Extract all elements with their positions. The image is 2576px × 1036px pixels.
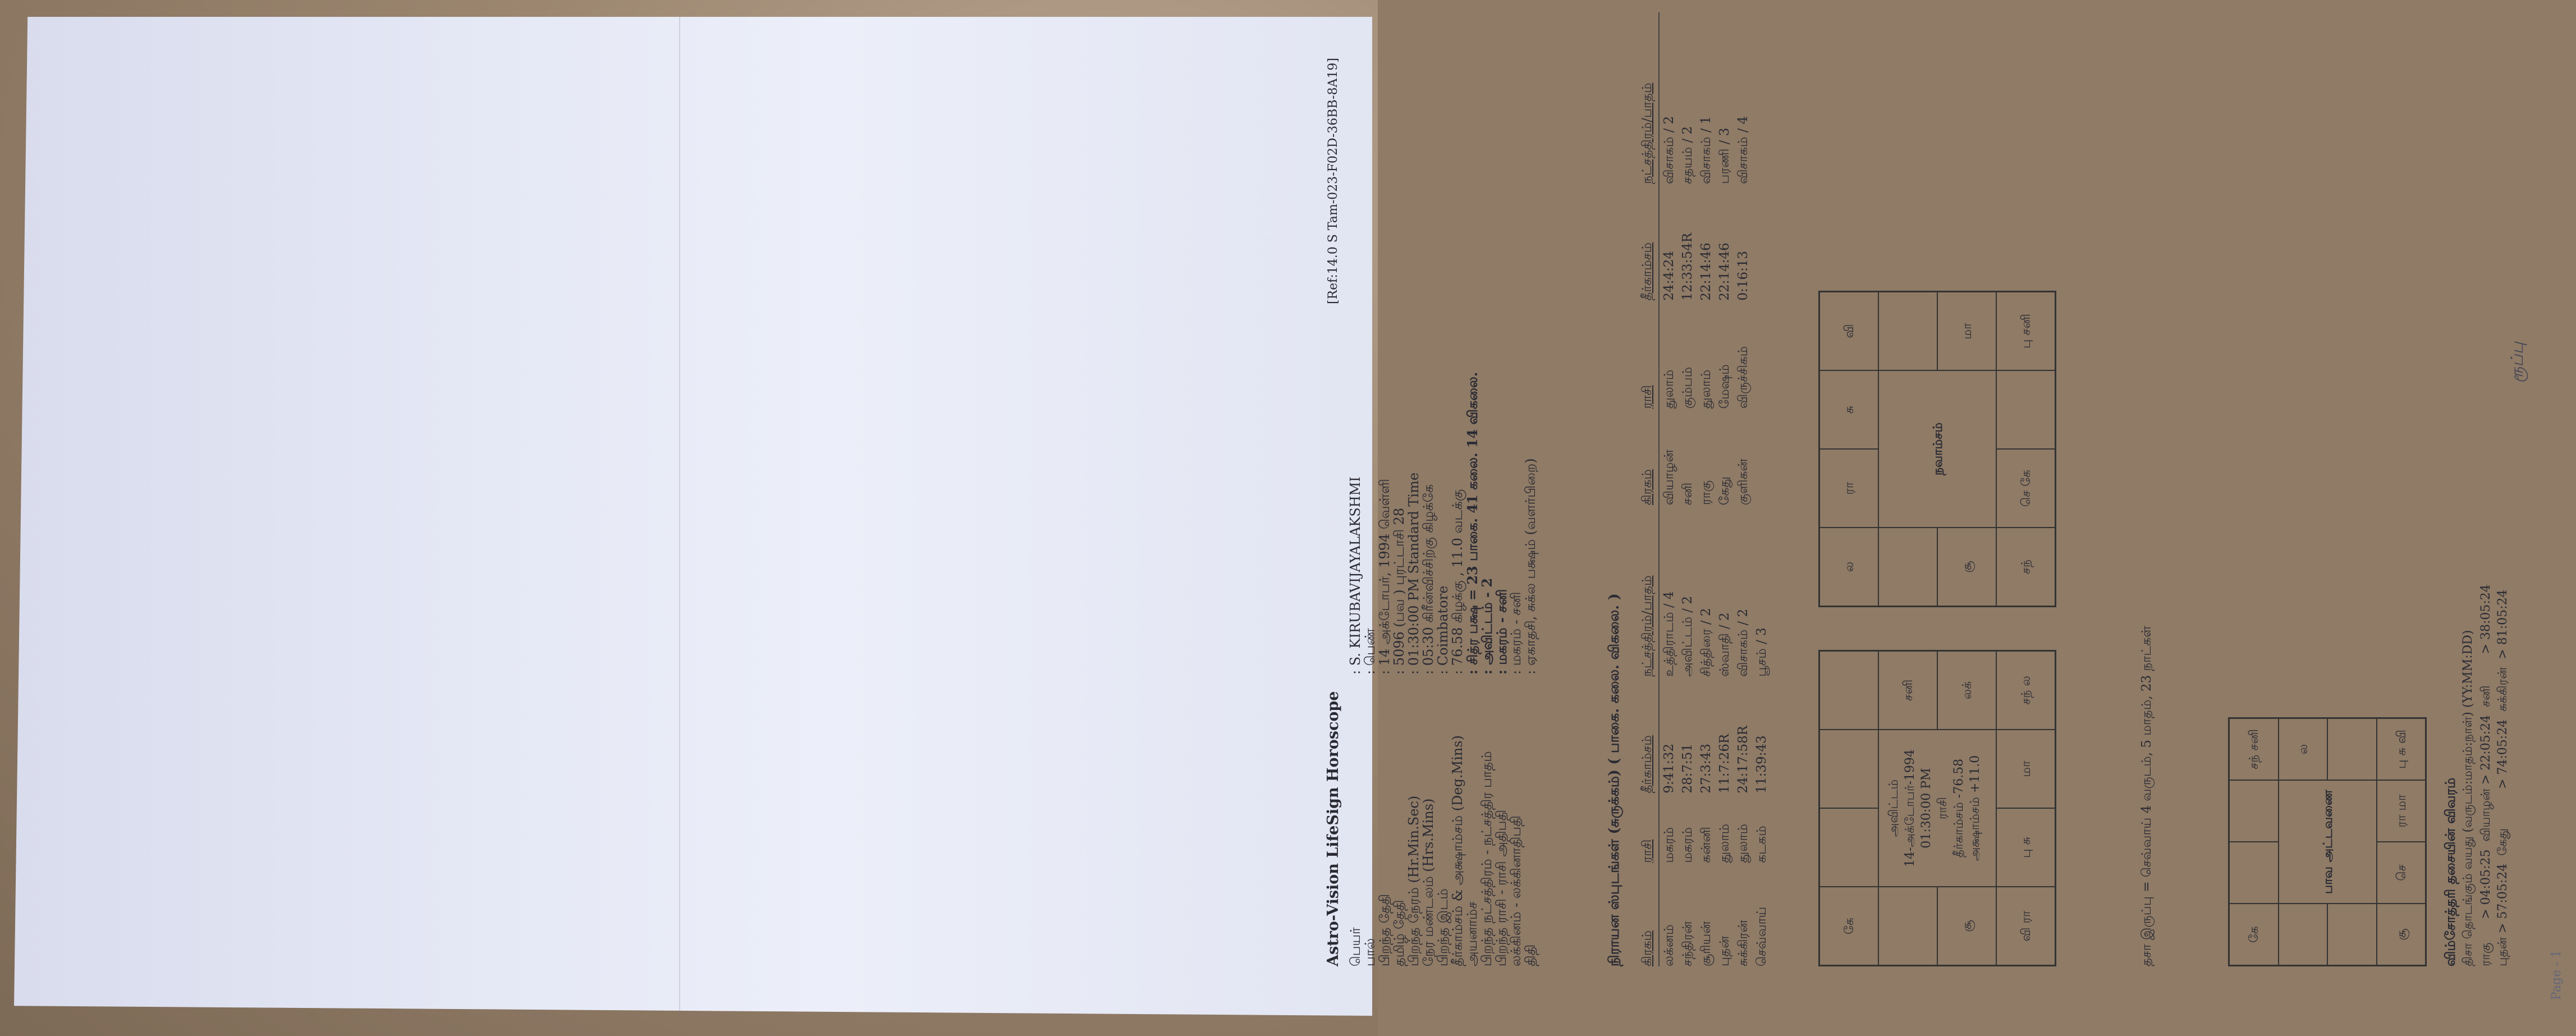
column-header: கிரகம் xyxy=(1639,409,1659,505)
dasha-title: விம்சோத்தரி தசையின் விவரம் xyxy=(2442,777,2458,966)
chart-center-line: தீர்காம்சம் -76.58 xyxy=(1952,758,1966,858)
chart-house: ல xyxy=(1819,528,1878,606)
chart-center-line: 01:30:00 PM xyxy=(1919,768,1933,849)
column-header: ராசி xyxy=(1639,301,1659,409)
dasha-balance: தசா இருப்பு = செவ்வாய் 4 வருடம், 5 மாதம், 23 நாட்கள் xyxy=(2139,626,2154,966)
detail-label: லக்கினம் - லக்கினாதிபதி xyxy=(1508,815,1524,966)
rotated-page xyxy=(1324,12,2576,1000)
table-cell: கேது xyxy=(1717,476,1732,506)
column-header: தீர்காம்சம் xyxy=(1639,184,1659,301)
chart-house: மா xyxy=(1996,730,2055,808)
chart-house: ரா மா xyxy=(2377,780,2426,842)
chart-house xyxy=(1878,528,1937,606)
table-cell: 28:7:51 xyxy=(1680,743,1695,794)
detail-value: : 01:30:00 PM Standard Time xyxy=(1406,472,1422,675)
table-cell: சதயம் / 2 xyxy=(1680,126,1695,184)
column-header: நட்சத்திரம்/பாதம் xyxy=(1639,505,1659,677)
chart-house: சனி xyxy=(1878,651,1937,730)
chart-house: ரா xyxy=(1819,449,1878,528)
detail-label: பிறந்த தேதி xyxy=(1377,893,1392,966)
chart-house xyxy=(1996,370,2055,449)
detail-label: அயனாம்ச xyxy=(1464,901,1480,966)
chart-house: வி ரா xyxy=(1996,887,2055,965)
detail-label: தீர்காம்சம் & அக்ஷாம்சம் (Deg.Mins) xyxy=(1450,735,1465,966)
chart-center xyxy=(1878,730,1996,887)
detail-value: : Coimbatore xyxy=(1435,585,1451,675)
table-row xyxy=(1752,12,1771,966)
dasha-line: ராகு > 04:05:25 வியாழன் > 22:05:24 சனி > 38:05:24 xyxy=(2479,584,2493,966)
planet-positions-table xyxy=(1639,12,1771,966)
table-cell: கும்பம் xyxy=(1680,366,1695,409)
chart-house: லக் xyxy=(1937,651,1996,730)
table-cell: பூசம் / 3 xyxy=(1754,627,1769,677)
table-cell: 0:16:13 xyxy=(1736,250,1750,301)
table-cell: 27:3:43 xyxy=(1699,743,1713,794)
table-cell xyxy=(1752,184,1771,301)
chart-center-line: அக்ஷாம்சம் +11.0 xyxy=(1968,755,1982,861)
table-cell: மகரம் xyxy=(1680,827,1695,863)
table-row xyxy=(1734,12,1752,966)
detail-label: பிறந்த ராசி - ராசி அதிபதி xyxy=(1493,809,1509,966)
chart-house: கே xyxy=(2229,904,2279,965)
table-cell: சனி xyxy=(1680,482,1695,506)
detail-label: பால் xyxy=(1362,938,1378,966)
table-cell: சித்திரை / 2 xyxy=(1699,608,1713,677)
rasi-chart xyxy=(1818,650,2056,966)
table-cell: மகரம் xyxy=(1662,827,1676,863)
chart-house xyxy=(1819,651,1878,730)
detail-label: பெயர் xyxy=(1347,927,1363,966)
chart-house xyxy=(2229,780,2279,842)
detail-label: பிறந்த நட்சத்திரம் - நட்சத்திர பாதம் xyxy=(1479,751,1495,966)
detail-value: : 5096 (பவ ) புரட்டாசி 28 xyxy=(1391,507,1407,675)
detail-value: : அவிட்டம் - 2 xyxy=(1479,577,1495,675)
page-number: Page - 1 xyxy=(2550,950,2564,1000)
chart-house xyxy=(2229,842,2279,904)
bhava-chart xyxy=(2228,717,2427,966)
detail-value: : 14 அக்டோபர், 1994 வெள்ளி xyxy=(1377,479,1392,675)
document-ref: [Ref:14.0 S Tam-023-F02D-36BB-8A19] xyxy=(1326,58,1340,304)
chart-house xyxy=(1819,730,1878,808)
chart-house: சந் xyxy=(1996,528,2055,606)
table-cell xyxy=(1752,301,1771,409)
table-cell: உத்திராடம் / 4 xyxy=(1662,591,1676,677)
table-cell: துலாம் xyxy=(1736,824,1750,863)
chart-center-line: ராசி xyxy=(1936,796,1950,820)
chart-house: சந் ல xyxy=(1996,651,2055,730)
detail-value: : S. KIRUBAVIJAYALAKSHMI xyxy=(1347,476,1363,675)
table-cell: விருச்சிகம் xyxy=(1736,346,1750,409)
detail-label: நேர மண்டலம் (Hrs.Mins) xyxy=(1420,798,1436,966)
chart-house xyxy=(2327,904,2377,965)
detail-label: தமிழ் தேதி xyxy=(1391,900,1407,966)
table-cell: குளிகன் xyxy=(1736,459,1750,506)
table-cell: கடகம் xyxy=(1754,826,1769,863)
dasha-subtitle: திசா தொடங்கும் வயது (வருடம்:மாதம்:நாள்) (YY:MM:DD) xyxy=(2461,630,2475,966)
table-cell: வியாழன் xyxy=(1662,450,1676,506)
chart-house xyxy=(1878,887,1937,965)
table-cell: மேஷம் xyxy=(1717,364,1732,409)
detail-value: : சித்ர பக்ஷ = 23 பாகை. 41 கலை. 14 விகலை. xyxy=(1464,372,1480,675)
chart-house xyxy=(1878,292,1937,370)
table-cell: கன்னி xyxy=(1699,827,1713,863)
detail-value: : 05:30 கிரீன்விச்சிற்கு கிழக்கே xyxy=(1420,484,1436,675)
table-cell: 11:7:26R xyxy=(1717,734,1732,794)
chart-center xyxy=(1878,370,1996,528)
chart-house: சூ xyxy=(1937,887,1996,965)
table-cell: சுக்கிரன் xyxy=(1736,920,1750,966)
table-cell: விசாகம் / 4 xyxy=(1736,116,1750,184)
table-cell: 22:14:46 xyxy=(1699,242,1713,301)
chart-house: பு சனி xyxy=(1996,292,2055,370)
details-values xyxy=(1347,372,1537,675)
table-cell: 11:39:43 xyxy=(1754,735,1769,794)
chart-house xyxy=(2279,904,2328,965)
table-cell: 22:14:46 xyxy=(1717,242,1732,301)
table-row xyxy=(1697,12,1715,966)
table-cell: 24:4:24 xyxy=(1662,250,1676,301)
detail-value: : மகரம் - சனி xyxy=(1508,592,1524,675)
chart-center-line: 14-அக்டோபர்-1994 xyxy=(1903,749,1917,867)
column-header: நட்சத்திரம்/பாதம் xyxy=(1639,12,1659,184)
chart-house: சூ xyxy=(2377,904,2426,965)
table-cell: 12:33:54R xyxy=(1680,232,1695,301)
table-header-row xyxy=(1639,12,1659,966)
column-header: தீர்காம்சம் xyxy=(1639,677,1659,794)
chart-house: பு சு xyxy=(1996,808,2055,887)
table-cell xyxy=(1752,12,1771,184)
table-cell: அவிட்டம் / 2 xyxy=(1680,596,1695,677)
table-cell: 9:41:32 xyxy=(1662,743,1676,794)
table-cell: ஸ்வாதி / 2 xyxy=(1717,612,1732,677)
navamsa-chart xyxy=(1818,291,2056,607)
details-labels xyxy=(1347,735,1537,966)
table-row xyxy=(1678,12,1697,966)
table-cell: புதன் xyxy=(1717,936,1732,966)
chart-house: ல xyxy=(2279,718,2328,780)
table-cell: துலாம் xyxy=(1699,369,1713,409)
table-cell: விசாகம் / 1 xyxy=(1699,116,1713,184)
detail-value: : பெண் xyxy=(1362,628,1378,675)
table-cell: துலாம் xyxy=(1662,369,1676,409)
table-row xyxy=(1715,12,1734,966)
detail-label: பிறந்த இடம் xyxy=(1435,888,1451,966)
table-cell: விசாகம் / 2 xyxy=(1662,116,1676,184)
detail-value: : 76.58 கிழக்கு , 11.0 வடக்கு xyxy=(1450,489,1465,675)
dasha-line: புதன் > 57:05:24 கேது > 74:05:24 சுக்கிரன் > 81:05:24 xyxy=(2496,589,2510,966)
chart-house: பு சு வி xyxy=(2377,718,2426,780)
chart-center xyxy=(2279,780,2377,904)
chart-title: நவாம்சம் xyxy=(1931,422,1945,476)
table-cell: செவ்வாய் xyxy=(1754,906,1769,966)
chart-house: செ கே xyxy=(1996,449,2055,528)
column-header: ராசி xyxy=(1639,794,1659,863)
document-title: Astro-Vision LifeSign Horoscope xyxy=(1324,691,1342,966)
chart-house: செ xyxy=(2377,842,2426,904)
column-header: கிரகம் xyxy=(1639,863,1659,966)
handwritten-signature: ரூப்பு xyxy=(2508,342,2527,383)
chart-house: சூ xyxy=(1937,528,1996,606)
table-body xyxy=(1659,12,1771,966)
chart-title: பாவ அட்டவணை xyxy=(2320,790,2335,894)
detail-value: : மகரம் - சனி xyxy=(1493,589,1510,675)
table-cell: துலாம் xyxy=(1717,824,1732,863)
chart-house: வி xyxy=(1819,292,1878,370)
table-row xyxy=(1659,12,1678,966)
table-cell: 24:17:58R xyxy=(1736,726,1750,794)
table-cell xyxy=(1752,409,1771,505)
positions-title: நிராயன ஸ்புடங்கள் (சுருக்கம்) ( பாகை. கலை. விகலை. ) xyxy=(1606,593,1622,966)
table-cell: சந்திரன் xyxy=(1680,921,1695,966)
table-cell: லக்னம் xyxy=(1662,924,1676,966)
detail-label: பிறந்த நேரம் (Hr.Min.Sec) xyxy=(1406,795,1422,966)
table-cell: விசாகம் / 2 xyxy=(1736,608,1750,677)
detail-label: திதி xyxy=(1523,944,1538,966)
chart-house: சந் சனி xyxy=(2229,718,2279,780)
horoscope-paper xyxy=(14,17,1372,1016)
chart-center-line: அவிட்டம் xyxy=(1887,779,1901,837)
table-cell: பரணி / 3 xyxy=(1717,127,1732,184)
chart-house: சு xyxy=(1819,370,1878,449)
table-cell: சூரியன் xyxy=(1699,921,1713,966)
chart-house: மா xyxy=(1937,292,1996,370)
chart-house xyxy=(1819,808,1878,887)
paper-fold xyxy=(679,17,680,1016)
chart-house xyxy=(2327,718,2377,780)
chart-house: கே xyxy=(1819,887,1878,965)
table-cell: ராகு xyxy=(1699,480,1713,506)
detail-value: : ஏகாதசி, சுக்ல பக்ஷம் (வளர்பிறை) xyxy=(1523,458,1538,675)
